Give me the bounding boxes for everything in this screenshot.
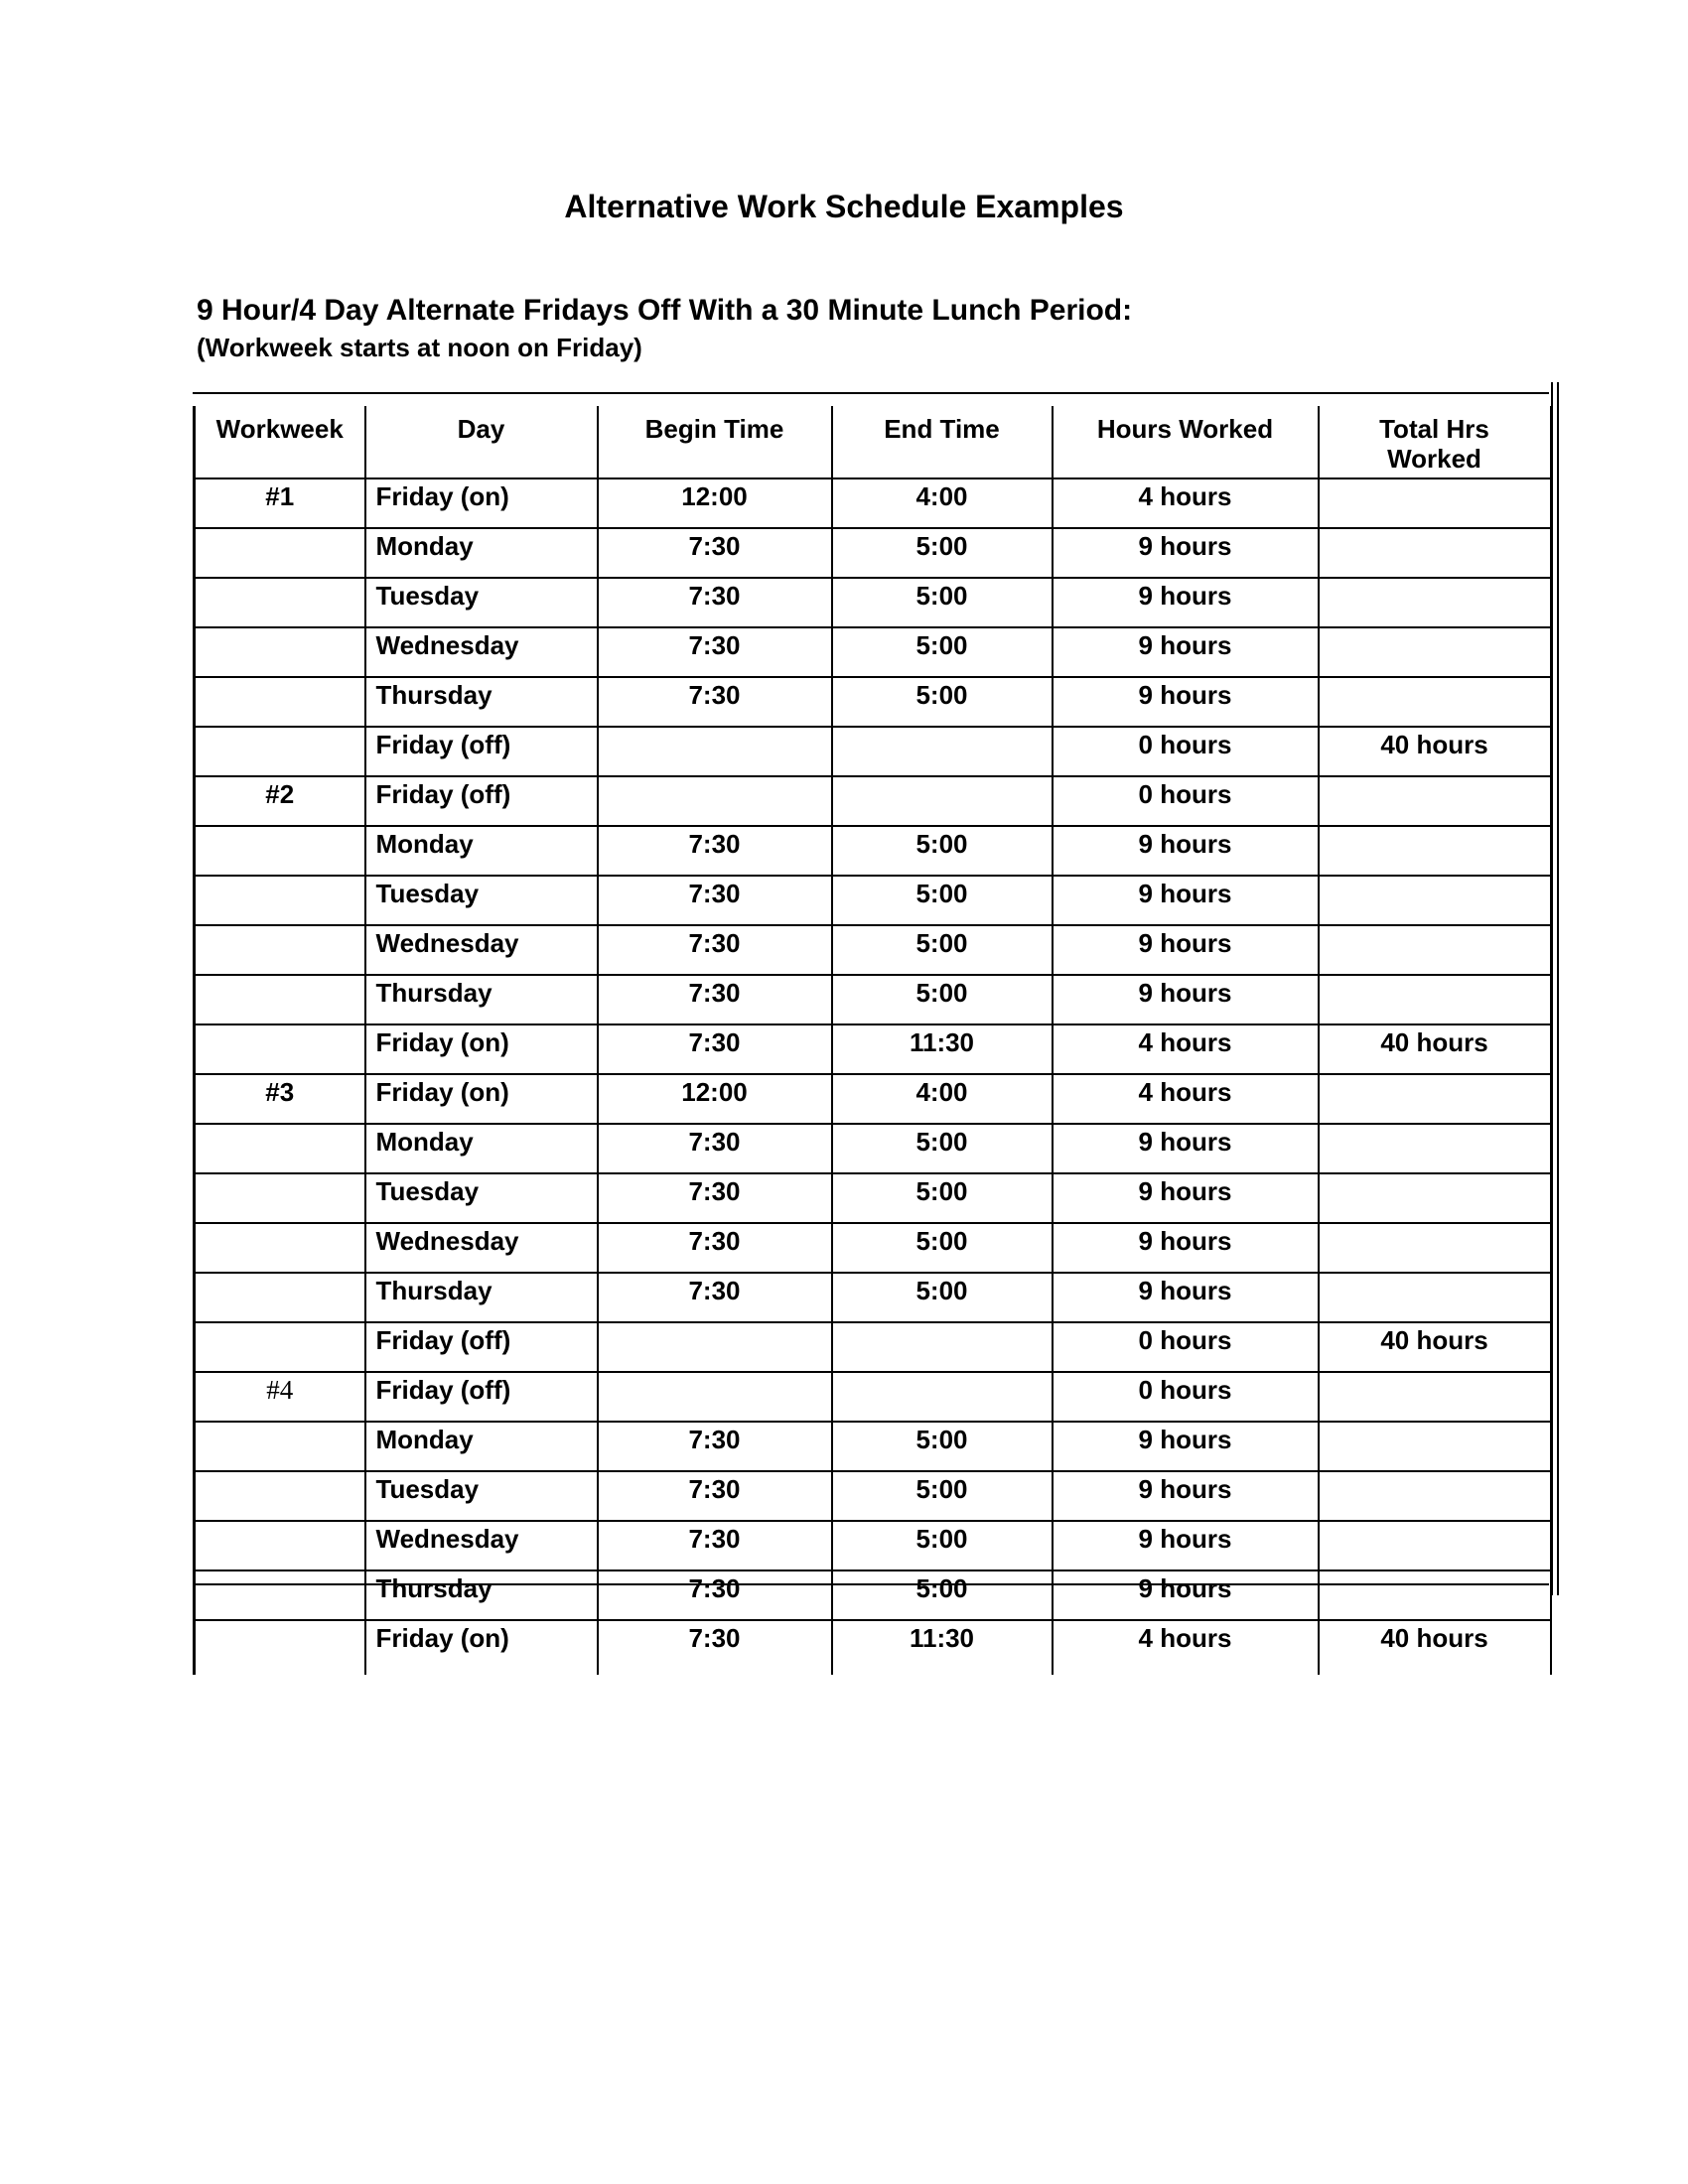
cell-workweek	[195, 677, 365, 727]
cell-begin-time: 7:30	[598, 1471, 832, 1521]
cell-end-time: 5:00	[832, 826, 1053, 876]
cell-hours-worked: 4 hours	[1053, 478, 1319, 528]
cell-day: Monday	[365, 826, 598, 876]
cell-end-time	[832, 776, 1053, 826]
cell-workweek	[195, 727, 365, 776]
cell-begin-time: 7:30	[598, 1223, 832, 1273]
cell-day: Wednesday	[365, 925, 598, 975]
cell-total-hrs	[1319, 1273, 1551, 1322]
cell-workweek: #4	[195, 1372, 365, 1422]
cell-end-time: 5:00	[832, 627, 1053, 677]
cell-begin-time: 7:30	[598, 975, 832, 1024]
cell-day: Thursday	[365, 677, 598, 727]
cell-workweek	[195, 1223, 365, 1273]
cell-begin-time	[598, 1372, 832, 1422]
cell-total-hrs	[1319, 975, 1551, 1024]
cell-total-hrs: 40 hours	[1319, 1322, 1551, 1372]
cell-begin-time: 7:30	[598, 1273, 832, 1322]
table-row	[195, 925, 1551, 975]
cell-workweek: #2	[195, 776, 365, 826]
cell-end-time	[832, 727, 1053, 776]
cell-workweek	[195, 1471, 365, 1521]
cell-begin-time: 7:30	[598, 925, 832, 975]
cell-workweek	[195, 1322, 365, 1372]
cell-begin-time: 7:30	[598, 1570, 832, 1620]
cell-hours-worked: 9 hours	[1053, 876, 1319, 925]
cell-hours-worked: 9 hours	[1053, 1173, 1319, 1223]
table-row	[195, 1024, 1551, 1074]
cell-begin-time	[598, 1322, 832, 1372]
cell-begin-time	[598, 727, 832, 776]
cell-day: Friday (off)	[365, 776, 598, 826]
cell-end-time: 5:00	[832, 925, 1053, 975]
cell-hours-worked: 9 hours	[1053, 1521, 1319, 1570]
cell-total-hrs	[1319, 1471, 1551, 1521]
cell-begin-time: 7:30	[598, 627, 832, 677]
cell-total-hrs	[1319, 1521, 1551, 1570]
cell-end-time: 11:30	[832, 1024, 1053, 1074]
cell-day: Monday	[365, 1422, 598, 1471]
cell-end-time: 5:00	[832, 578, 1053, 627]
cell-total-hrs	[1319, 578, 1551, 627]
cell-day: Tuesday	[365, 578, 598, 627]
cell-end-time: 5:00	[832, 975, 1053, 1024]
header-hours-worked: Hours Worked	[1053, 406, 1319, 478]
cell-end-time	[832, 1372, 1053, 1422]
cell-day: Monday	[365, 528, 598, 578]
cell-hours-worked: 9 hours	[1053, 1471, 1319, 1521]
cell-begin-time: 7:30	[598, 1521, 832, 1570]
cell-end-time: 5:00	[832, 876, 1053, 925]
cell-day: Thursday	[365, 1570, 598, 1620]
table-row	[195, 1273, 1551, 1322]
cell-workweek	[195, 1620, 365, 1675]
table-row	[195, 826, 1551, 876]
cell-day: Thursday	[365, 975, 598, 1024]
cell-hours-worked: 9 hours	[1053, 1124, 1319, 1173]
cell-hours-worked: 9 hours	[1053, 1570, 1319, 1620]
cell-workweek	[195, 627, 365, 677]
cell-workweek	[195, 1273, 365, 1322]
cell-workweek	[195, 876, 365, 925]
cell-total-hrs	[1319, 1372, 1551, 1422]
schedule-heading: 9 Hour/4 Day Alternate Fridays Off With a 30 Minute Lunch Period:	[197, 294, 1133, 327]
cell-workweek	[195, 1570, 365, 1620]
cell-day: Friday (on)	[365, 478, 598, 528]
cell-end-time: 5:00	[832, 1124, 1053, 1173]
cell-begin-time: 7:30	[598, 1422, 832, 1471]
cell-end-time	[832, 1322, 1053, 1372]
cell-hours-worked: 0 hours	[1053, 776, 1319, 826]
cell-end-time: 5:00	[832, 1422, 1053, 1471]
cell-day: Friday (on)	[365, 1024, 598, 1074]
cell-workweek: #3	[195, 1074, 365, 1124]
cell-day: Wednesday	[365, 1521, 598, 1570]
cell-end-time: 5:00	[832, 677, 1053, 727]
table-row	[195, 1124, 1551, 1173]
table-row	[195, 1074, 1551, 1124]
cell-end-time: 5:00	[832, 1173, 1053, 1223]
cell-hours-worked: 0 hours	[1053, 727, 1319, 776]
table-row	[195, 1372, 1551, 1422]
cell-begin-time: 7:30	[598, 578, 832, 627]
cell-total-hrs	[1319, 925, 1551, 975]
cell-total-hrs: 40 hours	[1319, 1620, 1551, 1675]
cell-workweek	[195, 925, 365, 975]
cell-workweek	[195, 1024, 365, 1074]
cell-workweek	[195, 975, 365, 1024]
table-row	[195, 1322, 1551, 1372]
cell-begin-time	[598, 776, 832, 826]
header-workweek: Workweek	[195, 406, 365, 478]
cell-total-hrs	[1319, 478, 1551, 528]
cell-workweek	[195, 826, 365, 876]
cell-hours-worked: 0 hours	[1053, 1372, 1319, 1422]
cell-total-hrs	[1319, 776, 1551, 826]
cell-total-hrs	[1319, 1570, 1551, 1620]
cell-end-time: 4:00	[832, 1074, 1053, 1124]
table-row	[195, 578, 1551, 627]
table-row	[195, 528, 1551, 578]
header-end-time: End Time	[832, 406, 1053, 478]
cell-total-hrs	[1319, 1422, 1551, 1471]
cell-workweek	[195, 1521, 365, 1570]
cell-day: Friday (on)	[365, 1074, 598, 1124]
table-row	[195, 876, 1551, 925]
cell-total-hrs	[1319, 1124, 1551, 1173]
cell-day: Wednesday	[365, 627, 598, 677]
cell-day: Tuesday	[365, 1471, 598, 1521]
cell-end-time: 5:00	[832, 1273, 1053, 1322]
cell-day: Friday (on)	[365, 1620, 598, 1675]
schedule-table	[193, 406, 1552, 1675]
table-row	[195, 1223, 1551, 1273]
page-title: Alternative Work Schedule Examples	[564, 189, 1124, 224]
table-row	[195, 677, 1551, 727]
table-header-row	[195, 406, 1551, 478]
cell-day: Friday (off)	[365, 727, 598, 776]
cell-day: Monday	[365, 1124, 598, 1173]
cell-hours-worked: 9 hours	[1053, 627, 1319, 677]
table-row	[195, 727, 1551, 776]
table-row	[195, 1422, 1551, 1471]
cell-end-time: 5:00	[832, 1570, 1053, 1620]
cell-end-time: 5:00	[832, 1521, 1053, 1570]
cell-total-hrs: 40 hours	[1319, 1024, 1551, 1074]
cell-hours-worked: 4 hours	[1053, 1024, 1319, 1074]
cell-end-time: 11:30	[832, 1620, 1053, 1675]
table-row	[195, 1521, 1551, 1570]
cell-begin-time: 7:30	[598, 1173, 832, 1223]
cell-begin-time: 7:30	[598, 677, 832, 727]
cell-hours-worked: 9 hours	[1053, 975, 1319, 1024]
header-begin-time: Begin Time	[598, 406, 832, 478]
cell-hours-worked: 9 hours	[1053, 925, 1319, 975]
schedule-note: (Workweek starts at noon on Friday)	[197, 333, 642, 362]
cell-begin-time: 7:30	[598, 876, 832, 925]
table-row	[195, 776, 1551, 826]
cell-total-hrs	[1319, 876, 1551, 925]
cell-begin-time: 7:30	[598, 528, 832, 578]
cell-end-time: 4:00	[832, 478, 1053, 528]
table-row	[195, 1471, 1551, 1521]
header-total-hrs-worked: Total Hrs Worked	[1319, 406, 1551, 478]
cell-workweek	[195, 528, 365, 578]
cell-hours-worked: 9 hours	[1053, 1273, 1319, 1322]
cell-workweek	[195, 1173, 365, 1223]
cell-day: Friday (off)	[365, 1322, 598, 1372]
cell-workweek	[195, 1422, 365, 1471]
cell-hours-worked: 9 hours	[1053, 528, 1319, 578]
cell-end-time: 5:00	[832, 528, 1053, 578]
cell-hours-worked: 9 hours	[1053, 826, 1319, 876]
cell-begin-time: 7:30	[598, 1620, 832, 1675]
cell-total-hrs: 40 hours	[1319, 727, 1551, 776]
cell-workweek: #1	[195, 478, 365, 528]
cell-total-hrs	[1319, 826, 1551, 876]
cell-end-time: 5:00	[832, 1471, 1053, 1521]
header-day: Day	[365, 406, 598, 478]
cell-day: Thursday	[365, 1273, 598, 1322]
table-row	[195, 1570, 1551, 1620]
cell-hours-worked: 9 hours	[1053, 1422, 1319, 1471]
cell-total-hrs	[1319, 528, 1551, 578]
cell-begin-time: 7:30	[598, 826, 832, 876]
cell-total-hrs	[1319, 677, 1551, 727]
cell-begin-time: 7:30	[598, 1124, 832, 1173]
table-row	[195, 478, 1551, 528]
cell-day: Tuesday	[365, 876, 598, 925]
table-row	[195, 1620, 1551, 1675]
cell-day: Friday (off)	[365, 1372, 598, 1422]
cell-day: Wednesday	[365, 1223, 598, 1273]
cell-begin-time: 7:30	[598, 1024, 832, 1074]
table-row	[195, 627, 1551, 677]
cell-day: Tuesday	[365, 1173, 598, 1223]
schedule-table-frame	[193, 392, 1549, 1653]
cell-begin-time: 12:00	[598, 478, 832, 528]
cell-hours-worked: 9 hours	[1053, 578, 1319, 627]
cell-hours-worked: 0 hours	[1053, 1322, 1319, 1372]
cell-begin-time: 12:00	[598, 1074, 832, 1124]
cell-workweek	[195, 578, 365, 627]
cell-workweek	[195, 1124, 365, 1173]
cell-hours-worked: 9 hours	[1053, 1223, 1319, 1273]
cell-total-hrs	[1319, 1173, 1551, 1223]
cell-hours-worked: 9 hours	[1053, 677, 1319, 727]
cell-hours-worked: 4 hours	[1053, 1074, 1319, 1124]
cell-hours-worked: 4 hours	[1053, 1620, 1319, 1675]
cell-total-hrs	[1319, 1074, 1551, 1124]
cell-total-hrs	[1319, 627, 1551, 677]
cell-end-time: 5:00	[832, 1223, 1053, 1273]
table-row	[195, 1173, 1551, 1223]
cell-total-hrs	[1319, 1223, 1551, 1273]
table-row	[195, 975, 1551, 1024]
